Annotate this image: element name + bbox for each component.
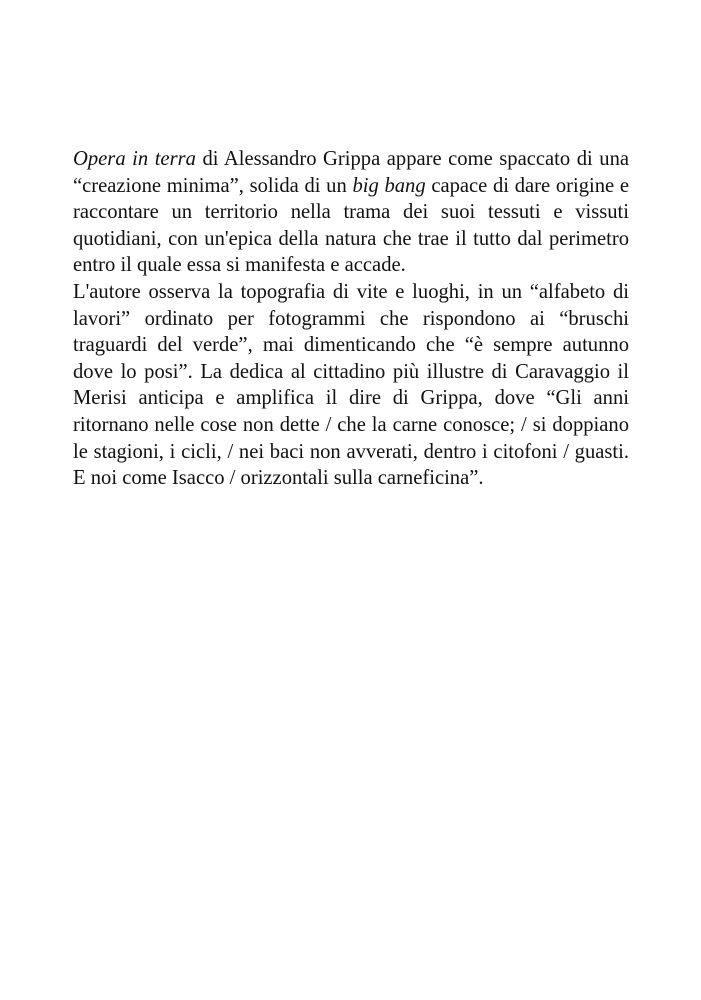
work-title: Opera in terra [73, 148, 196, 170]
paragraph-1 [73, 146, 629, 279]
italic-phrase: big bang [352, 174, 426, 197]
paragraph-2: L'autore osserva la topografia di vite e luoghi, in un “alfabeto di lavori” ordinato per fotogrammi che rispondono ai “bruschi traguardi del verde”, mai dimenticando che “è sempre autunno dove lo posi”. La dedica al cittadino più illustre di Caravaggio il Merisi anticipa e amplifica il dire di Grippa, dove “Gli anni ritornano nelle cose non dette / che la carne conosce; / si doppiano le stagioni, i cicli, / nei baci non avverati, dentro i citofoni / guasti. E noi come Isacco / orizzontali sulla carneficina”. [73, 280, 629, 490]
paragraph-1-text-b: capace di dare origine e raccontare un territorio nella trama dei suoi tessuti e vissuti quotidiani, con un'epica della natura che trae il tutto dal perimetro entro il quale essa si manifesta e accade. [73, 174, 629, 277]
paragraph-1-text-a: di Alessandro Grippa appare come spaccato di una “creazione minima”, solida di un [73, 148, 630, 197]
body-text [73, 146, 629, 492]
